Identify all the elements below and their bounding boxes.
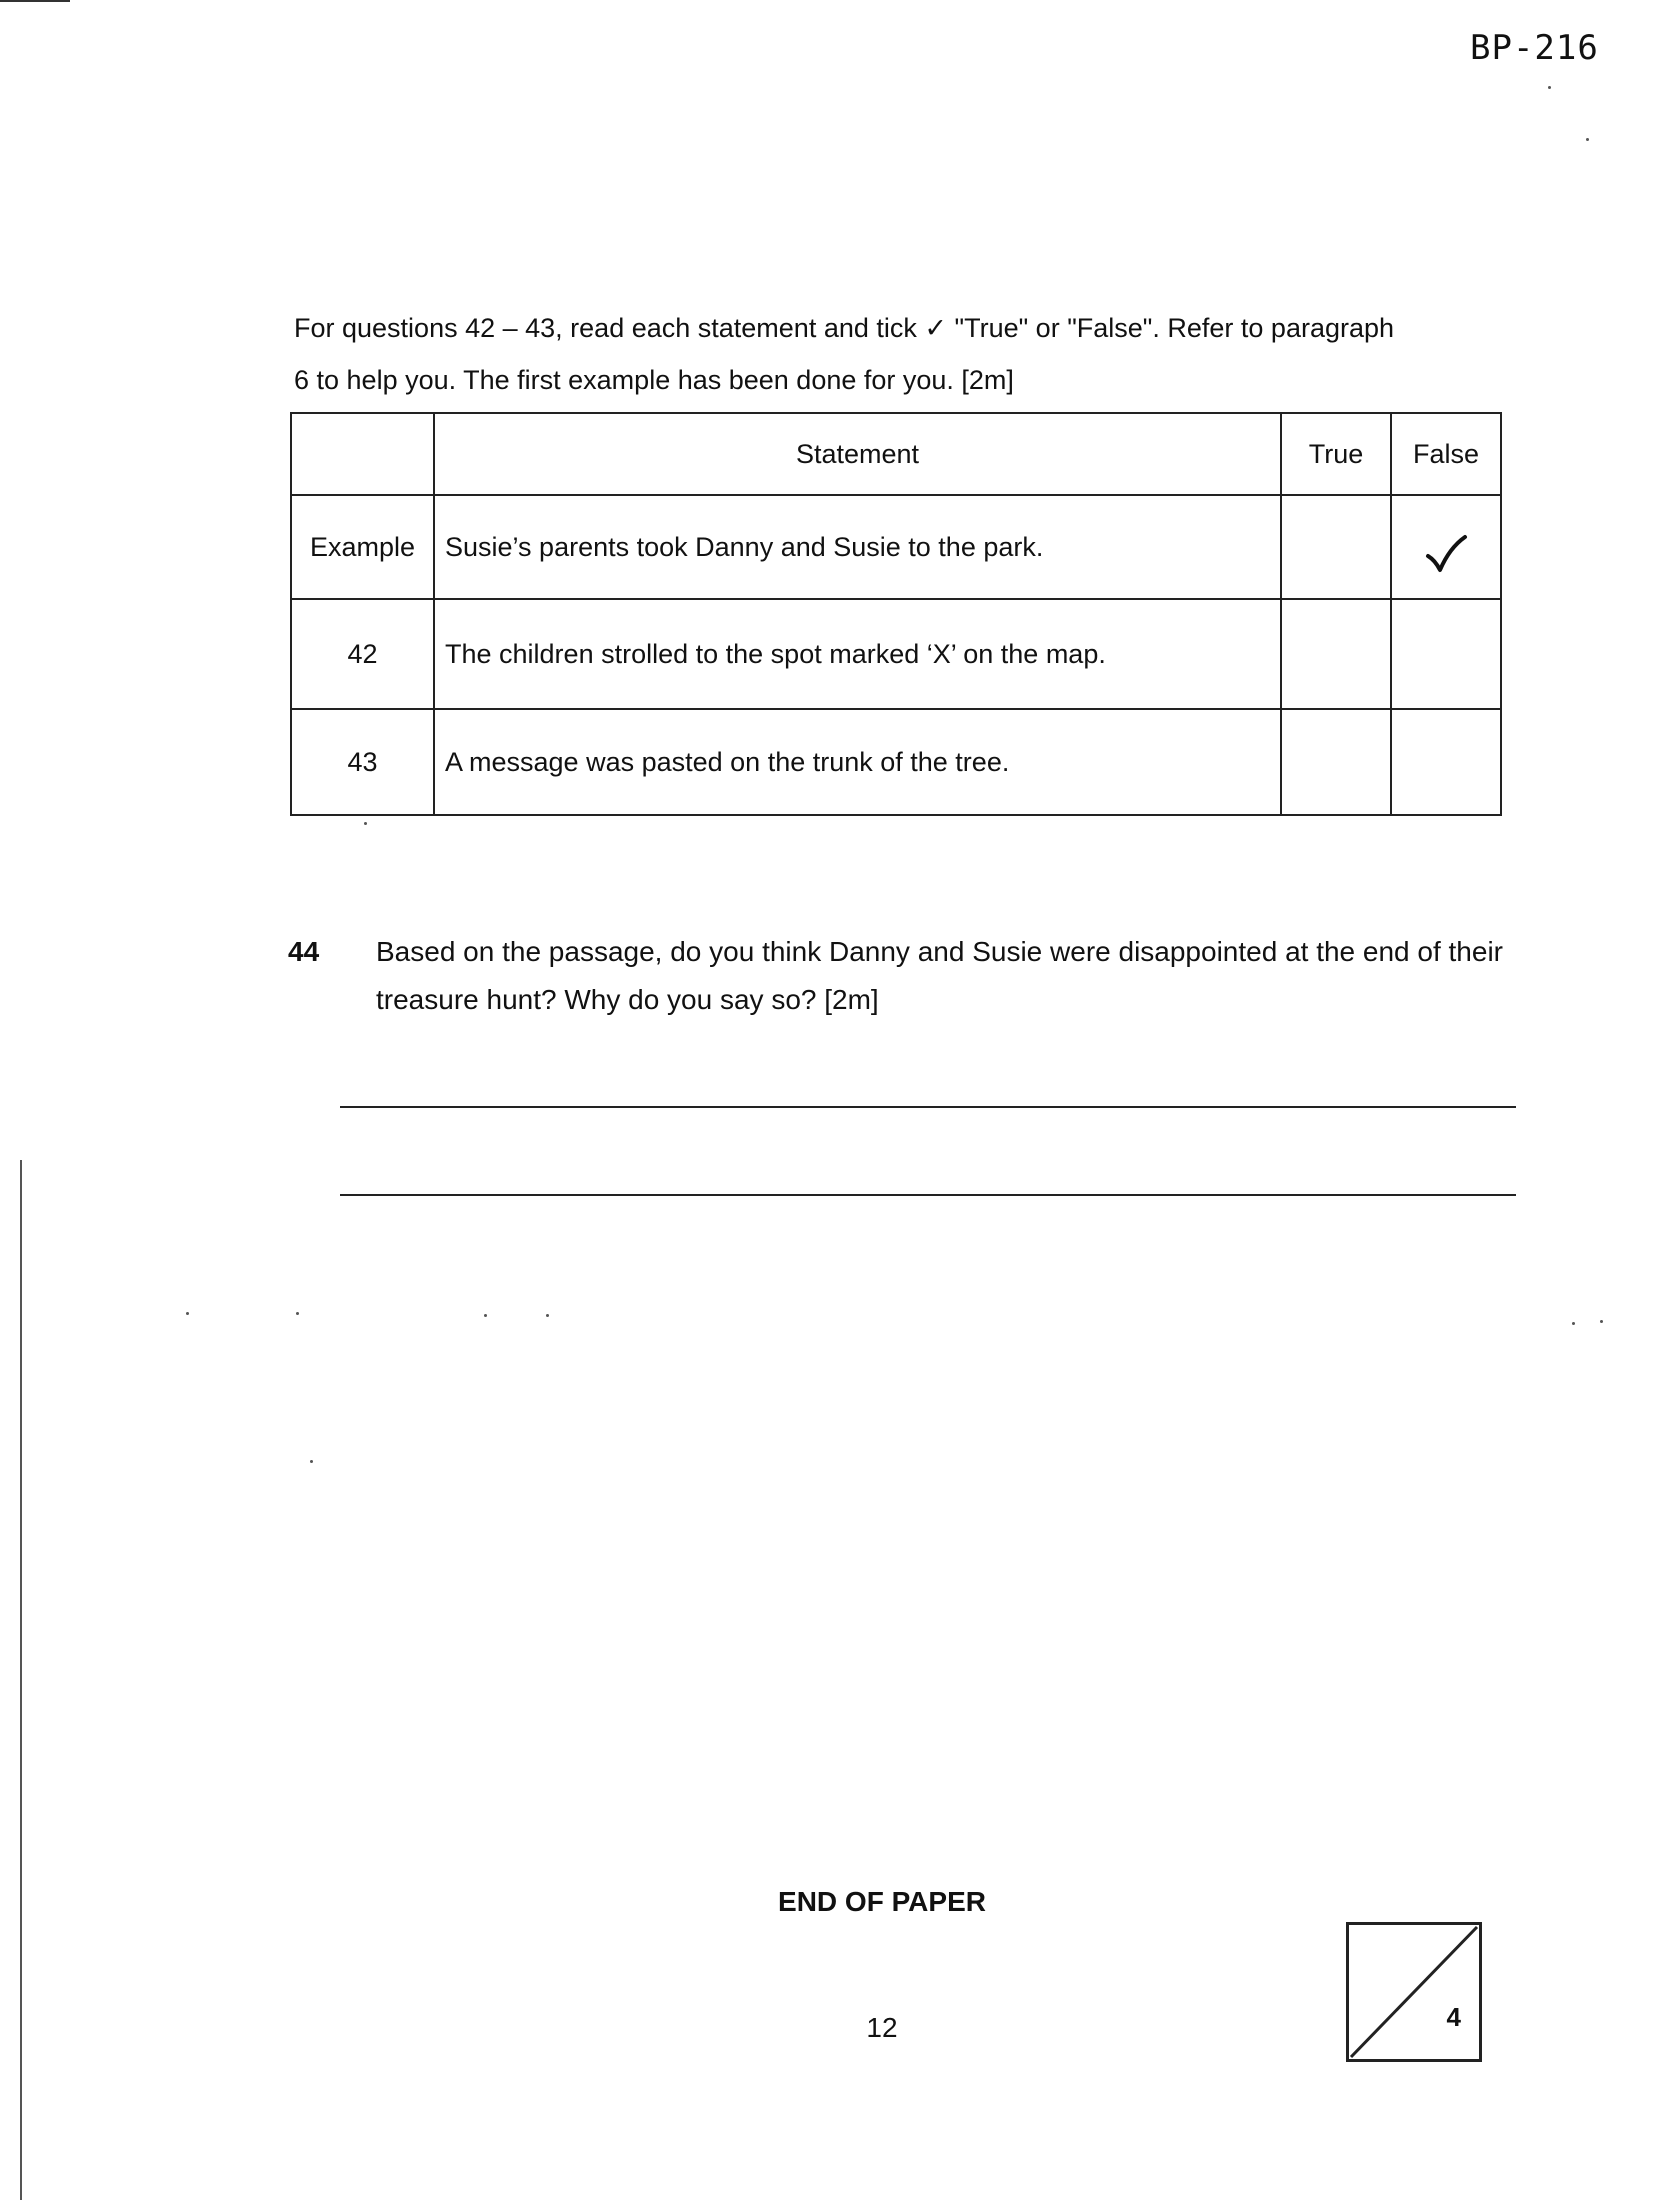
scan-speck xyxy=(186,1312,189,1315)
false-tick-box[interactable] xyxy=(1391,599,1501,709)
instructions xyxy=(294,302,1494,406)
header-statement: Statement xyxy=(434,413,1281,495)
question-text: Based on the passage, do you think Danny and Susie were disappointed at the end of their treasure hunt? Why do you say so? [2m] xyxy=(376,936,1503,1015)
true-tick-box[interactable] xyxy=(1281,495,1391,599)
scan-speck xyxy=(484,1314,487,1317)
answer-line-2[interactable] xyxy=(340,1194,1516,1196)
true-tick-box[interactable] xyxy=(1281,599,1391,709)
header-true: True xyxy=(1281,413,1391,495)
false-tick-box[interactable] xyxy=(1391,709,1501,815)
page-number: 12 xyxy=(866,2012,898,2043)
scan-speck xyxy=(364,822,367,825)
true-false-table xyxy=(290,412,1502,816)
answer-line-1[interactable] xyxy=(340,1106,1516,1108)
row-label: 43 xyxy=(291,709,434,815)
true-tick-box[interactable] xyxy=(1281,709,1391,815)
header-false: False xyxy=(1391,413,1501,495)
check-icon xyxy=(1424,534,1468,574)
end-of-paper: END OF PAPER xyxy=(778,1886,986,1917)
row-label: 42 xyxy=(291,599,434,709)
table-row xyxy=(291,599,1501,709)
left-margin-line xyxy=(20,1160,22,2200)
false-tick-box[interactable] xyxy=(1391,495,1501,599)
row-statement: A message was pasted on the trunk of the tree. xyxy=(434,709,1281,815)
score-box xyxy=(1346,1922,1482,2062)
row-statement: Susie’s parents took Danny and Susie to the park. xyxy=(434,495,1281,599)
score-value: 4 xyxy=(1446,2002,1461,2032)
question-number: 44 xyxy=(288,936,320,967)
scan-speck xyxy=(296,1312,299,1315)
scan-speck xyxy=(310,1460,313,1463)
scan-speck xyxy=(1600,1320,1603,1323)
table-header-row xyxy=(291,413,1501,495)
diagonal-slash xyxy=(1349,1925,1479,2059)
page-corner-line xyxy=(0,0,70,2)
scan-speck xyxy=(1572,1322,1575,1325)
instructions-line-2: 6 to help you. The first example has been done for you. [2m] xyxy=(294,365,1014,395)
row-label: Example xyxy=(291,495,434,599)
scan-speck xyxy=(1548,86,1551,89)
paper-code: BP-216 xyxy=(1470,28,1599,68)
instructions-line-1: For questions 42 – 43, read each statement and tick ✓ "True" or "False". Refer to paragraph xyxy=(294,313,1395,343)
header-label-cell xyxy=(291,413,434,495)
scan-speck xyxy=(1586,138,1589,141)
row-statement: The children strolled to the spot marked ‘X’ on the map. xyxy=(434,599,1281,709)
table-row xyxy=(291,495,1501,599)
scan-speck xyxy=(546,1314,549,1317)
table-row xyxy=(291,709,1501,815)
